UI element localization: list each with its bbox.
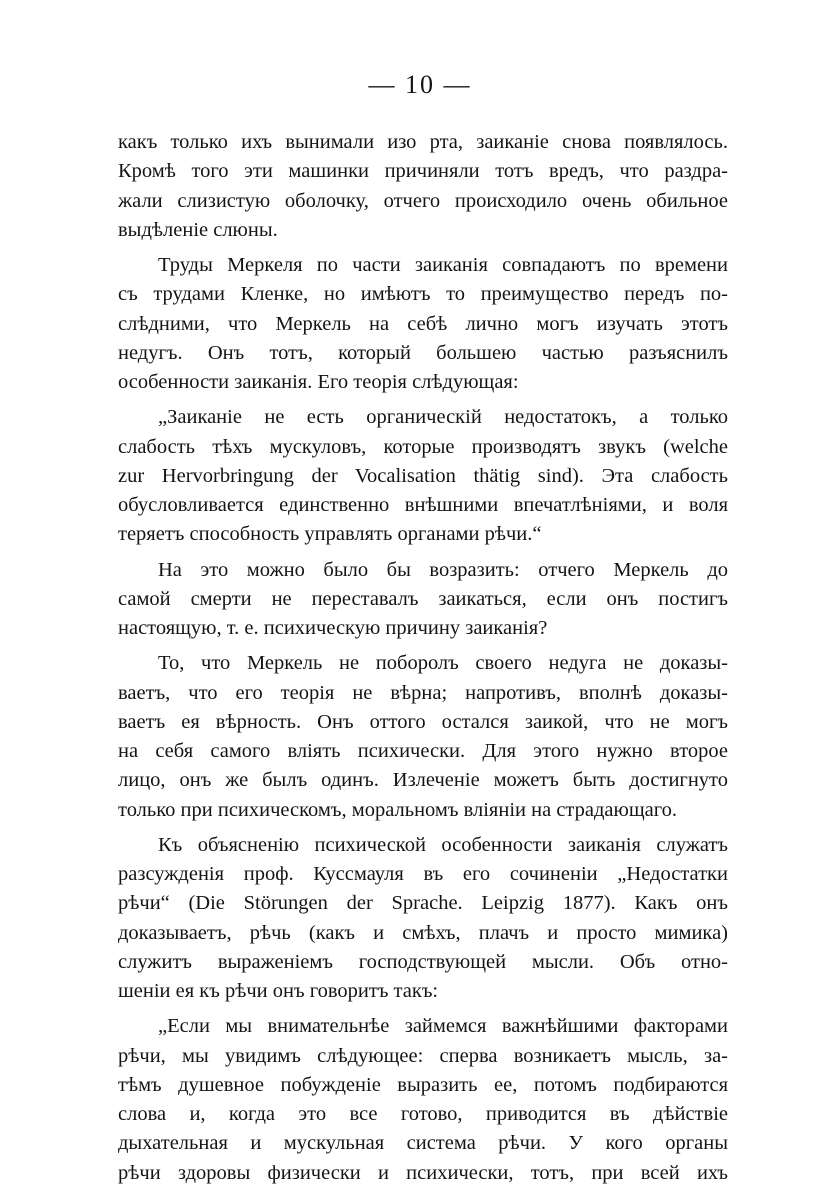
text-line: Кромѣ того эти машинки причиняли тотъ вредъ, что раздра-	[118, 160, 728, 183]
text-line: разсужденія проф. Куссмауля въ его сочиненіи „Недостатки	[118, 863, 728, 885]
text-line: съ трудами Кленке, но имѣютъ то преимущество передъ по-	[118, 283, 728, 306]
text-line: слабость тѣхъ мускуловъ, которые производятъ звукъ (welche	[118, 435, 728, 458]
body-text	[118, 128, 728, 1188]
text-line: только при психическомъ, моральномъ вліяніи на страдающаго.	[118, 798, 677, 821]
text-line: служитъ выраженіемъ господствующей мысли. Объ отно-	[118, 950, 728, 973]
text-line: какъ только ихъ вынимали изо рта, заиканіе снова появлялось.	[118, 131, 728, 153]
text-line: тѣмъ душевное побужденіе выразить ее, потомъ подбираются	[118, 1073, 728, 1096]
paragraph	[118, 1012, 728, 1188]
text-line: рѣчи, мы увидимъ слѣдующее: сперва возникаетъ мысль, за-	[118, 1044, 728, 1067]
text-line: лицо, онъ же былъ одинъ. Излеченіе можетъ быть достигнуто	[118, 769, 728, 792]
paragraph	[118, 556, 728, 644]
text-line: доказываетъ, рѣчь (какъ и смѣхъ, плачъ и просто мимика)	[118, 921, 728, 944]
text-line: zur Hervorbringung der Vocalisation thätig sind). Эта слабость	[118, 464, 728, 487]
page-number: — 10 —	[368, 70, 472, 99]
text-line: ваетъ ея вѣрность. Онъ оттого остался заикой, что не могъ	[118, 710, 728, 733]
paragraph	[118, 649, 728, 825]
paragraph	[118, 403, 728, 549]
text-line: самой смерти не переставалъ заикаться, если онъ постигъ	[118, 587, 728, 610]
text-line: настоящую, т. е. психическую причину заиканія?	[118, 617, 548, 639]
text-line: рѣчи здоровы физически и психически, тотъ, при всей ихъ	[118, 1161, 728, 1184]
paragraph	[118, 251, 728, 397]
text-line: выдѣленіе слюны.	[118, 218, 278, 241]
text-line: шеніи ея къ рѣчи онъ говоритъ такъ:	[118, 980, 439, 1002]
text-line: Труды Меркеля по части заиканія совпадаютъ по времени	[158, 254, 728, 276]
text-line: ваетъ, что его теорія не вѣрна; напротивъ, вполнѣ доказы-	[118, 681, 728, 704]
paragraph	[118, 831, 728, 1007]
text-line: То, что Меркель не поборолъ своего недуга не доказы-	[158, 652, 728, 675]
text-line: жали слизистую оболочку, отчего происходило очень обильное	[118, 189, 728, 212]
text-line: „Если мы внимательнѣе займемся важнѣйшими факторами	[158, 1015, 728, 1038]
text-line: рѣчи“ (Die Störungen der Sprache. Leipzig 1877). Какъ онъ	[118, 892, 728, 915]
text-line: теряетъ способность управлять органами рѣчи.“	[118, 523, 542, 546]
text-line: на себя самого вліять психически. Для этого нужно второе	[118, 740, 728, 762]
paragraph	[118, 128, 728, 245]
text-line: дыхательная и мускульная система рѣчи. У кого органы	[118, 1132, 728, 1155]
text-line: слѣдними, что Меркель на себѣ лично могъ изучать этотъ	[118, 312, 728, 335]
text-line: На это можно было бы возразить: отчего Меркель до	[158, 558, 728, 581]
text-line: „Заиканіе не есть органическій недостатокъ, а только	[158, 406, 728, 429]
text-line: недугъ. Онъ тотъ, который большею частью разъяснилъ	[118, 341, 728, 364]
text-line: Къ объясненію психической особенности заиканія служатъ	[158, 833, 728, 856]
text-line: слова и, когда это все готово, приводится въ дѣйствіе	[118, 1103, 728, 1125]
text-line: особенности заиканія. Его теорія слѣдующая:	[118, 371, 519, 393]
text-line: обусловливается единственно внѣшними впечатлѣніями, и воля	[118, 494, 728, 516]
